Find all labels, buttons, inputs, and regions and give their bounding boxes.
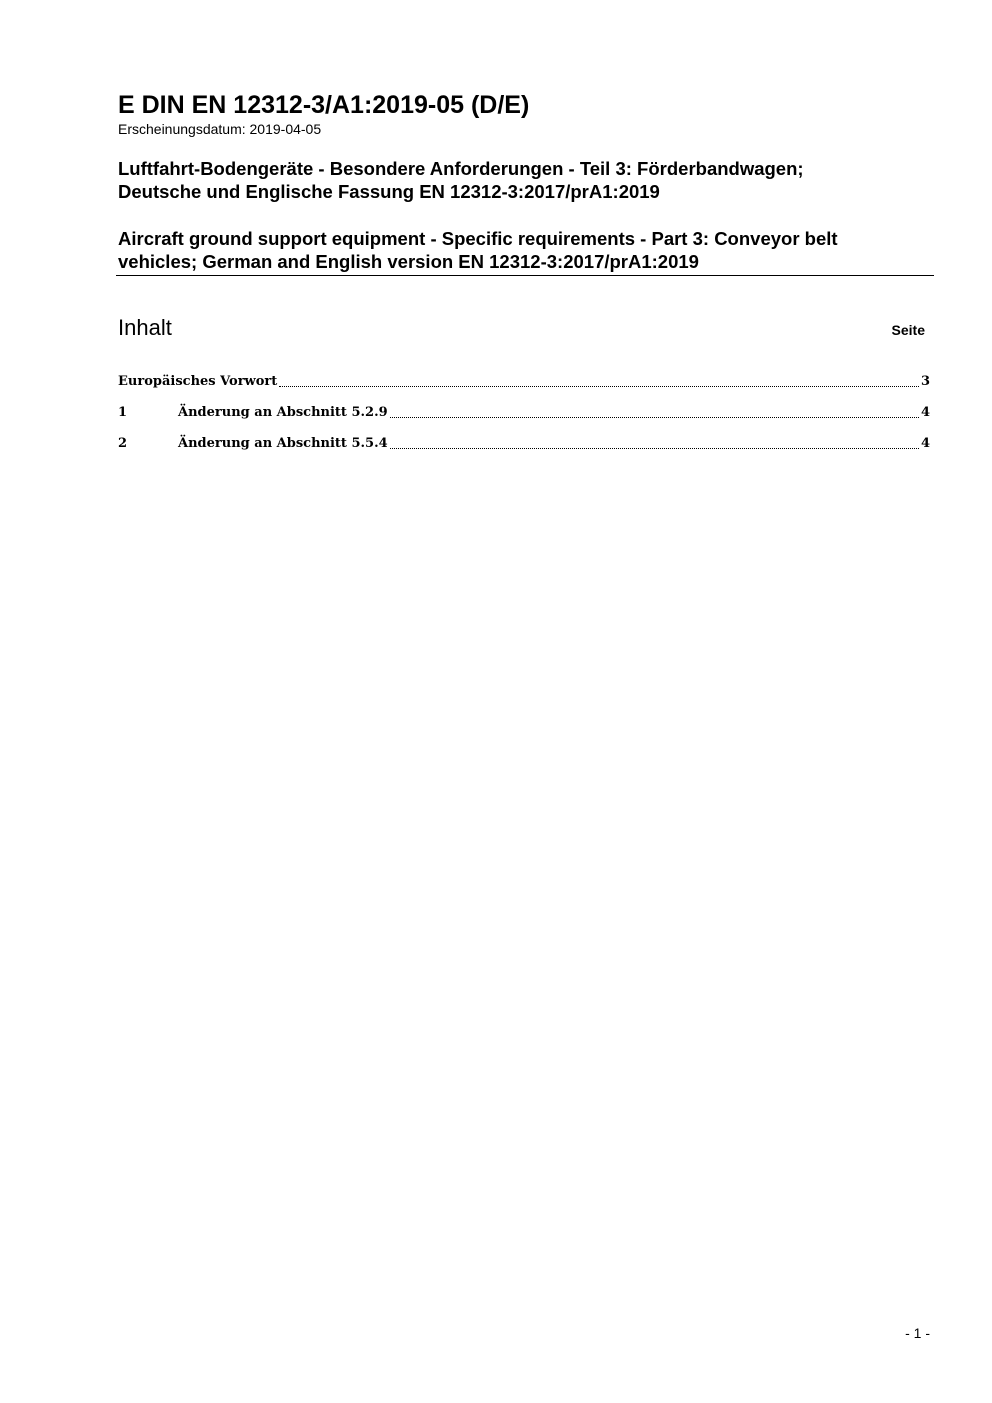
toc-entry-page: 4 <box>920 436 930 451</box>
toc-entry-1[interactable] <box>118 402 930 422</box>
toc-leader-dots <box>279 386 919 387</box>
toc-entry-text: Europäisches Vorwort <box>118 374 278 389</box>
toc-entry-number: 2 <box>118 436 128 451</box>
toc-entry-page: 3 <box>920 374 930 389</box>
table-of-contents <box>118 371 930 464</box>
english-title <box>118 227 938 273</box>
german-title-line-2: Deutsche und Englische Fassung EN 12312-3:2017/prA1:2019 <box>118 181 660 202</box>
document-title: E DIN EN 12312-3/A1:2019-05 (D/E) <box>118 91 530 119</box>
toc-heading: Inhalt <box>118 315 172 340</box>
publication-date: Erscheinungsdatum: 2019-04-05 <box>118 121 322 137</box>
title-divider <box>116 275 934 276</box>
page-number: - 1 - <box>905 1325 930 1341</box>
toc-entry-page: 4 <box>920 405 930 420</box>
toc-entry-foreword[interactable] <box>118 371 930 391</box>
toc-entry-text: Änderung an Abschnitt 5.2.9 <box>178 405 388 420</box>
english-title-line-2: vehicles; German and English version EN 12312-3:2017/prA1:2019 <box>118 251 699 272</box>
german-title-line-1: Luftfahrt-Bodengeräte - Besondere Anforderungen - Teil 3: Förderbandwagen; <box>118 158 804 179</box>
toc-leader-dots <box>390 448 919 449</box>
toc-entry-2[interactable] <box>118 433 930 453</box>
english-title-line-1: Aircraft ground support equipment - Specific requirements - Part 3: Conveyor belt <box>118 228 838 249</box>
toc-page-label: Seite <box>891 322 925 338</box>
german-title <box>118 157 938 203</box>
toc-entry-number: 1 <box>118 405 128 420</box>
toc-entry-text: Änderung an Abschnitt 5.5.4 <box>178 436 388 451</box>
toc-leader-dots <box>390 417 919 418</box>
